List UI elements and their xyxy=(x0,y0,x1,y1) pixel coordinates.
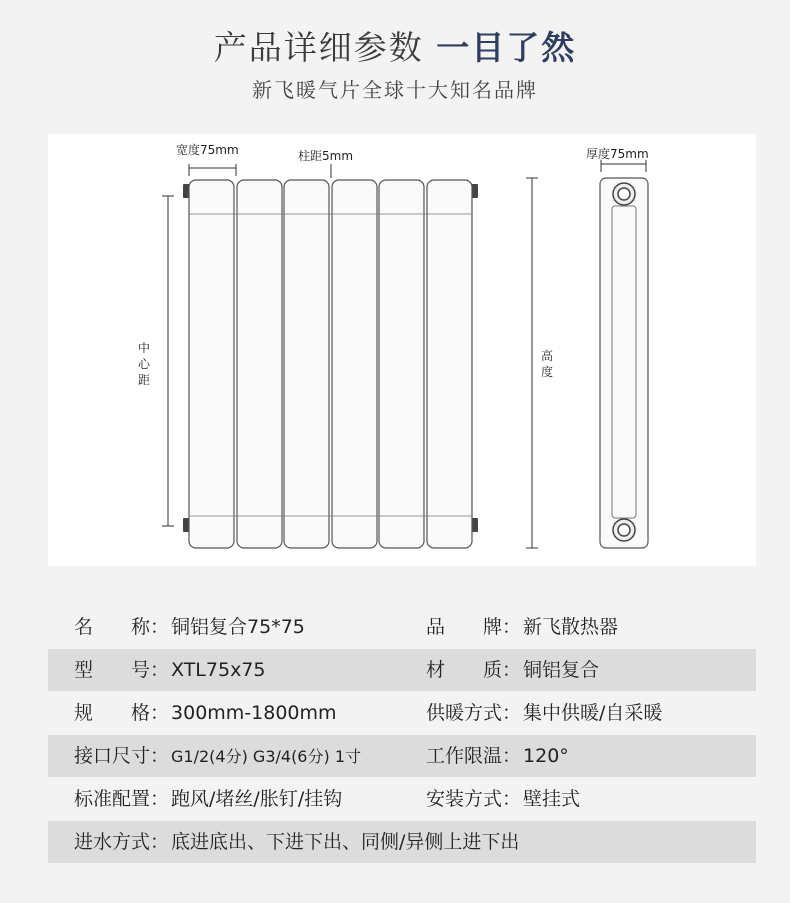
center-distance-label: 中心距 xyxy=(137,341,150,387)
spec-key: 供暖方式： xyxy=(426,702,522,724)
spec-key: 安装方式： xyxy=(426,788,522,810)
radiator-drawing xyxy=(48,134,756,566)
spec-key: 进水方式： xyxy=(74,831,170,853)
page-title xyxy=(0,22,790,69)
spec-key: 接口尺寸： xyxy=(74,745,170,767)
title-accent: 一目了然 xyxy=(436,28,577,67)
spec-value: 120° xyxy=(523,745,569,767)
spec-value: 壁挂式 xyxy=(523,788,581,810)
spec-value: XTL75x75 xyxy=(171,659,266,681)
spec-value: 铜铝复合 xyxy=(523,659,600,681)
spec-value: 铜铝复合75*75 xyxy=(171,616,305,638)
spec-value: 新飞散热器 xyxy=(523,616,619,638)
page-subtitle: 新飞暖气片全球十大知名品牌 xyxy=(252,78,538,102)
thickness-label: 厚度75mm xyxy=(586,147,649,161)
radiator-side-view xyxy=(600,178,648,548)
radiator-drawing-panel xyxy=(48,134,756,566)
spec-key: 标准配置： xyxy=(74,788,170,810)
spec-row xyxy=(48,649,756,691)
title-main: 产品详细参数 xyxy=(213,28,424,67)
spec-key: 工作限温： xyxy=(426,745,522,767)
spec-row xyxy=(48,606,756,648)
spec-row xyxy=(48,735,756,777)
width-label: 宽度75mm xyxy=(176,143,239,157)
radiator-columns xyxy=(189,180,472,548)
spec-key: 名 称： xyxy=(74,616,170,638)
spec-row xyxy=(48,778,756,820)
spec-row xyxy=(48,821,756,863)
spec-value: 集中供暖/自采暖 xyxy=(523,702,663,724)
spec-value: 300mm-1800mm xyxy=(171,702,337,724)
spacing-label: 柱距5mm xyxy=(298,149,354,163)
height-label: 高度 xyxy=(540,349,553,379)
spec-value: G1/2(4分) G3/4(6分) 1寸 xyxy=(171,747,361,766)
spec-value: 跑风/堵丝/胀钉/挂钩 xyxy=(171,788,343,810)
spec-value: 底进底出、下进下出、同侧/异侧上进下出 xyxy=(171,831,520,853)
spec-key: 型 号： xyxy=(74,659,170,681)
spec-key: 材 质： xyxy=(426,659,522,681)
spec-row xyxy=(48,692,756,734)
spec-key: 规 格： xyxy=(74,702,170,724)
spec-key: 品 牌： xyxy=(426,616,522,638)
